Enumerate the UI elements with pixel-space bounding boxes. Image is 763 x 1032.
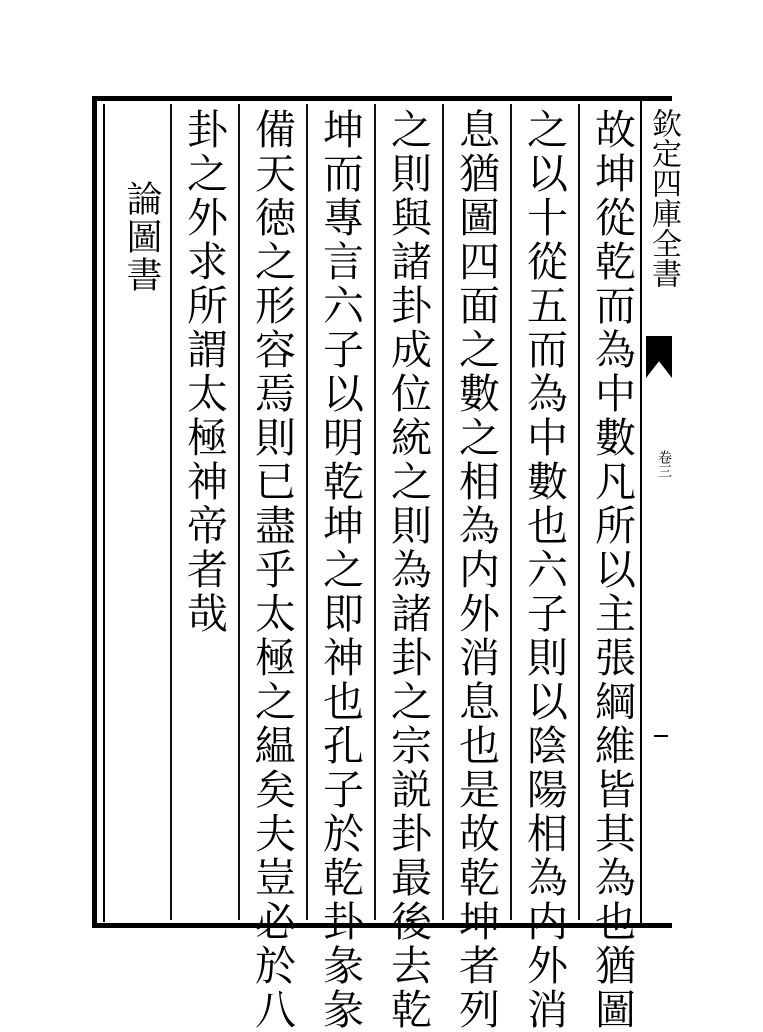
text-column: 故坤從乾而為中數凡所以主張綱維皆其為也猶圖: [588, 108, 636, 1032]
column-divider: [442, 104, 444, 920]
column-divider: [510, 104, 512, 920]
text-column: 坤而專言六子以明乾坤之即神也孔子於乾卦彖彖: [316, 108, 364, 1032]
page-border: [92, 96, 672, 928]
column-divider: [238, 104, 240, 920]
leaf-number-mark: [654, 735, 668, 747]
column-divider: [306, 104, 308, 920]
book-title: 欽定四庫全書: [646, 108, 681, 288]
column-divider: [374, 104, 376, 920]
inner-border-line: [103, 104, 105, 922]
column-divider: [170, 104, 172, 920]
text-column: 息猶圖四面之數之相為内外消息也是故乾坤者列: [452, 108, 500, 1032]
juan-label: 卷三: [656, 450, 672, 478]
column-divider: [578, 104, 580, 920]
page-title: 論圖書: [121, 180, 162, 294]
text-column: 之以十從五而為中數也六子則以陰陽相為内外消: [520, 108, 568, 1032]
text-column: 卦之外求所謂太極神帝者哉: [180, 108, 228, 636]
text-column: 備天徳之形容焉則已盡乎太極之緼矣夫豈必於八: [248, 108, 296, 1032]
text-column: 之則與諸卦成位統之則為諸卦之宗説卦最後去乾: [384, 108, 432, 1032]
